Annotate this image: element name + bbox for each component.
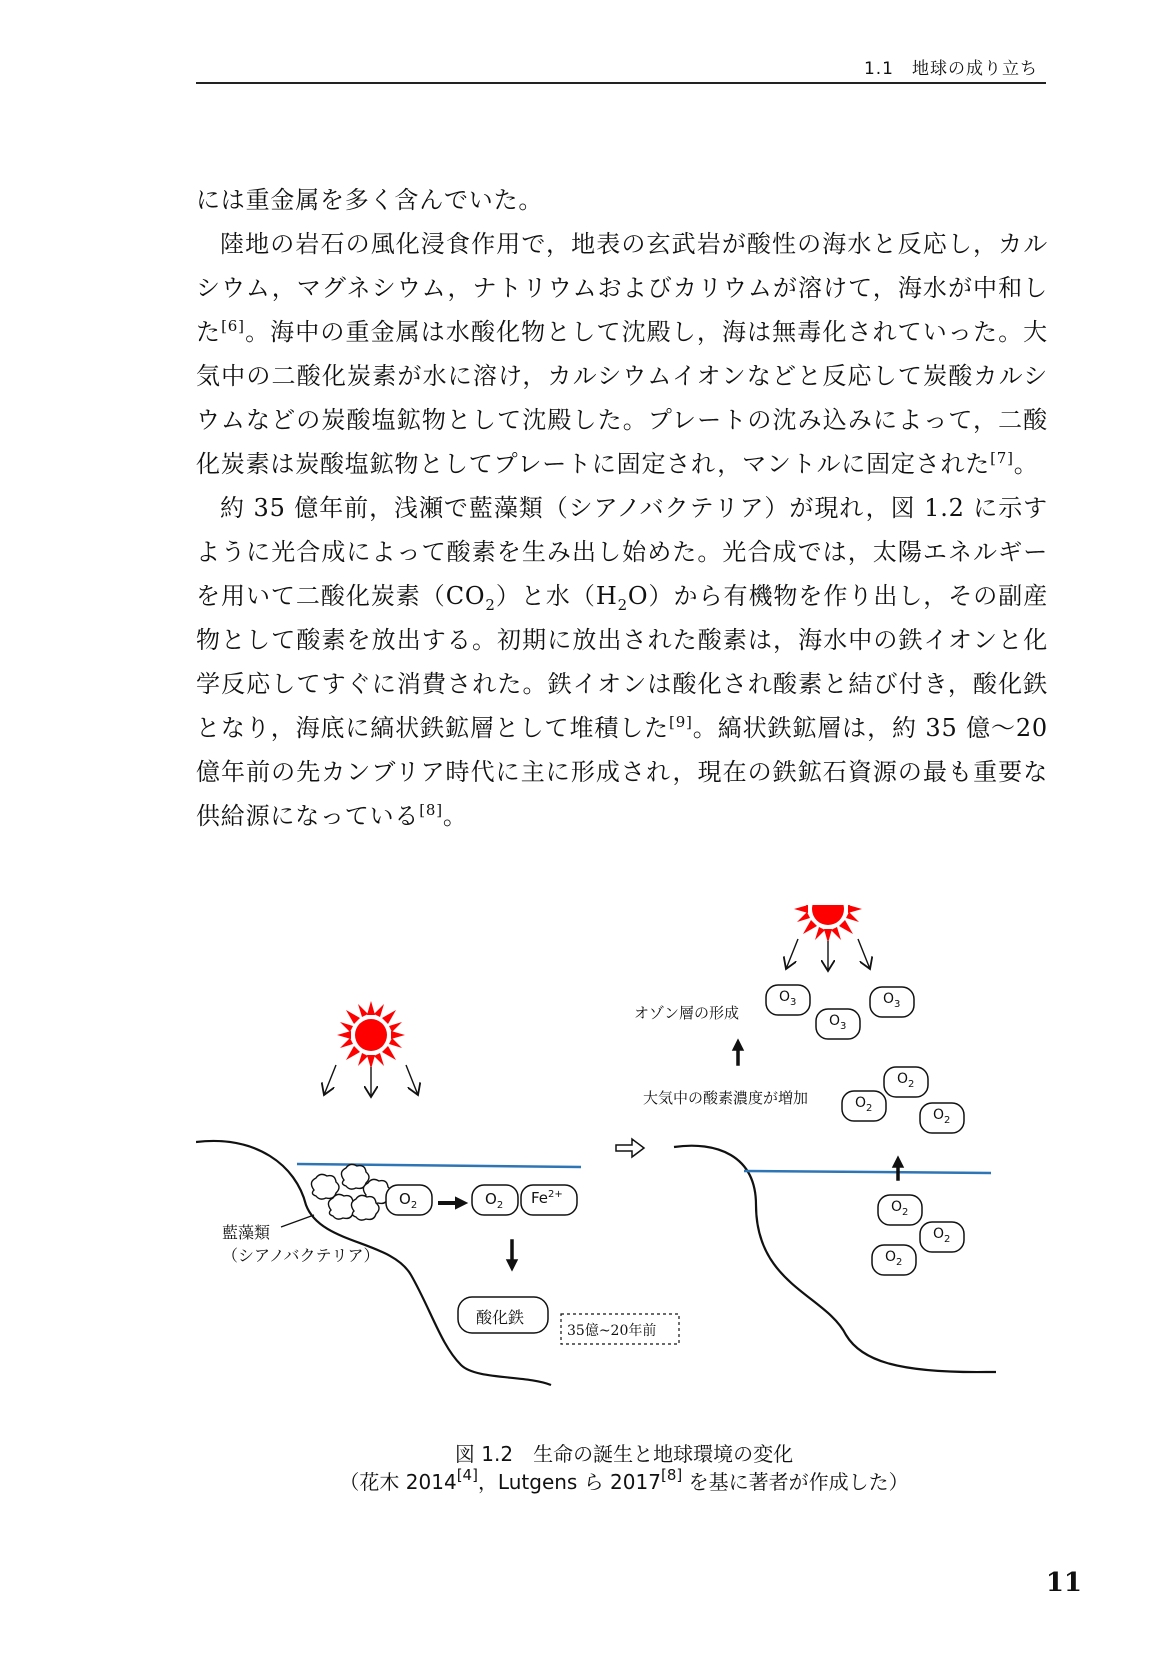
up-arrow-icon [893, 1157, 903, 1180]
sunlight-arrow [858, 939, 870, 969]
fe-ion-label-symbol: Fe [531, 1189, 549, 1207]
caption-title: 図 1.2 生命の誕生と地球環境の変化 [454, 1442, 794, 1466]
cyanobacteria-cluster [311, 1164, 391, 1220]
paragraph-3-text-b: ）と水（H [495, 582, 618, 610]
paragraph-2-text-a: 陸地の岩石の風化浸食作用で，地表の玄武岩が酸性の海水と反応し，カルシウム，マグネシウム，ナトリウムおよびカリウムが溶けて，海水が中和した [196, 230, 1048, 346]
o2-label-o: O [933, 1107, 945, 1123]
o2-label-sub: 2 [866, 1102, 873, 1114]
caption-source [196, 1468, 1052, 1496]
citation-4: [4] [456, 1466, 478, 1484]
fe-ion-label [531, 1189, 563, 1207]
running-head: 1.1 地球の成り立ち [863, 59, 1038, 79]
o3-label-o: O [779, 989, 791, 1005]
cyanobacteria-label [222, 1220, 379, 1266]
o2-label-o: O [891, 1199, 903, 1215]
o2-label-sub: 2 [410, 1200, 418, 1211]
o2-label-sub: 2 [944, 1114, 951, 1126]
cyanobacteria-label-line-2: （シアノバクテリア） [222, 1246, 380, 1265]
co2-subscript: 2 [485, 595, 496, 614]
o2-label-o: O [897, 1071, 909, 1087]
up-arrow-icon [733, 1040, 743, 1065]
o2-label [933, 1226, 951, 1245]
o2-label [855, 1095, 873, 1114]
sunlight-arrow [324, 1065, 336, 1095]
o2-label-o: O [485, 1190, 497, 1208]
caption-source-b: ，Lutgens ら 2017 [477, 1470, 661, 1494]
sunlight-arrow [406, 1065, 418, 1095]
reaction-arrow-icon [439, 1198, 466, 1208]
o2-label-o: O [399, 1190, 411, 1208]
paragraph-2 [196, 222, 1048, 486]
seafloor-line-right [674, 1146, 996, 1372]
o2-label [933, 1107, 951, 1126]
paragraph-1-text: には重金属を多く含んでいた。 [196, 186, 544, 214]
sun-icon-left [337, 1001, 405, 1069]
o2-label-sub: 2 [908, 1078, 915, 1090]
iron-oxide-label: 酸化鉄 [476, 1308, 525, 1327]
transition-arrow-icon [616, 1139, 644, 1157]
o2-label [485, 1190, 504, 1211]
o3-label-sub: 3 [840, 1020, 847, 1032]
figure-diagram [196, 905, 1056, 1435]
o2-label-sub: 2 [944, 1233, 951, 1245]
cyanobacteria-label-line-1: 藍藻類 [222, 1223, 271, 1242]
sea-surface-left [297, 1164, 581, 1167]
o2-label-o: O [855, 1095, 867, 1111]
o2-label-sub: 2 [896, 1256, 903, 1268]
paragraph-3-text-c: O）から有機物を作り出し，その副産物として酸素を放出する。初期に放出された酸素は，海水中の鉄イオンと化学反応してすぐに消費された。鉄イオンは酸化され酸素と結び付き，酸化鉄となり，海底に縞状鉄鉱層として堆積した [196, 582, 1048, 742]
o2-label-sub: 2 [902, 1206, 909, 1218]
citation-8: [8] [419, 801, 443, 819]
o2-label [399, 1190, 418, 1211]
o3-label-o: O [829, 1013, 841, 1029]
o3-label-sub: 3 [790, 996, 797, 1008]
paragraph-3-text-a: 約 35 億年前，浅瀬で藍藻類（シアノバクテリア）が現れ，図 1.2 に示すように光合成によって酸素を生み出し始めた。光合成では，太陽エネルギーを用いて二酸化炭素（CO [196, 494, 1048, 610]
o2-label-o: O [933, 1226, 945, 1242]
paragraph-1 [196, 178, 1048, 222]
o2-label [885, 1249, 903, 1268]
o3-label [779, 989, 797, 1008]
o2-label [891, 1199, 909, 1218]
figure-1-2 [196, 905, 1056, 1435]
page-header [196, 52, 1046, 84]
figure-caption [196, 1440, 1052, 1496]
caption-source-c: を基に著者が作成した） [682, 1470, 909, 1494]
ozone-formation-label: オゾン層の形成 [634, 1004, 740, 1022]
oxygen-increase-label: 大気中の酸素濃度が増加 [643, 1089, 809, 1107]
o3-label [883, 991, 901, 1010]
period-label: 35億~20年前 [567, 1323, 657, 1339]
paragraph-2-text-c: 。 [1013, 450, 1039, 478]
body-text [196, 178, 1048, 838]
o2-label [897, 1071, 915, 1090]
paragraph-2-text-b: 。海中の重金属は水酸化物として沈殿し，海は無毒化されていった。大気中の二酸化炭素が水に溶け，カルシウムイオンなどと反応して炭酸カルシウムなどの炭酸塩鉱物として沈殿した。プレートの沈み込みによって，二酸化炭素は炭酸塩鉱物としてプレートに固定され，マントルに固定された [196, 318, 1048, 478]
citation-9: [9] [669, 713, 693, 731]
sunlight-arrow [786, 939, 798, 969]
page-number: 11 [1045, 1568, 1082, 1598]
down-arrow-icon [507, 1240, 517, 1270]
h2o-subscript: 2 [617, 595, 628, 614]
citation-8-caption: [8] [660, 1466, 683, 1484]
paragraph-3-text-d: 。縞状鉄鉱層は，約 35 億〜20 億年前の先カンブリア時代に主に形成され，現在の鉄鉱石資源の最も重要な供給源になっている [196, 714, 1048, 830]
paragraph-3-text-e: 。 [442, 802, 468, 830]
o2-label-o: O [885, 1249, 897, 1265]
o2-label-sub: 2 [496, 1200, 504, 1211]
caption-source-a: （花木 2014 [339, 1470, 457, 1494]
fe-ion-label-charge: 2+ [548, 1189, 563, 1200]
o3-label [829, 1013, 847, 1032]
paragraph-3 [196, 486, 1048, 838]
o3-label-o: O [883, 991, 895, 1007]
citation-6: [6] [221, 317, 245, 335]
o3-label-sub: 3 [894, 998, 901, 1010]
citation-7: [7] [990, 449, 1014, 467]
sun-icon-right [794, 905, 862, 943]
sea-surface-right [744, 1171, 991, 1173]
